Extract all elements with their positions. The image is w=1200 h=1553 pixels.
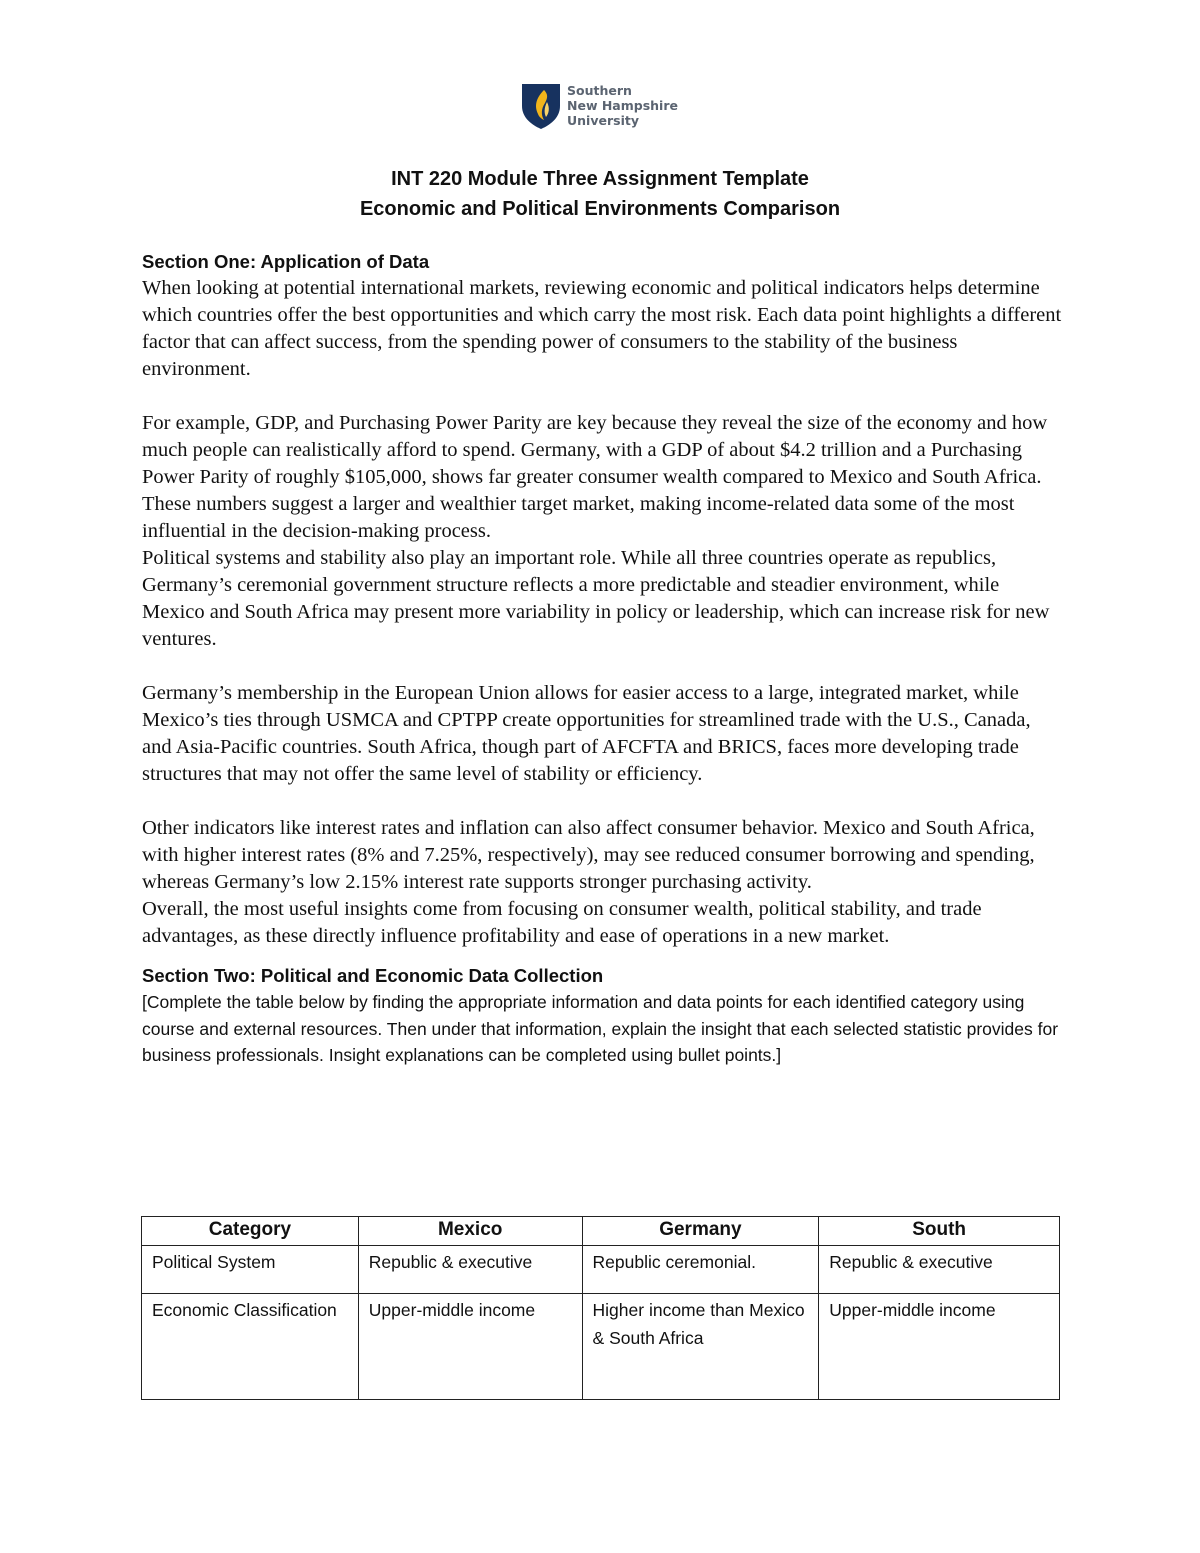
paragraph-1: When looking at potential international markets, reviewing economic and political indicators helps determine which countries offer the best opportunities and which carry the most risk. Each data point highlights a different factor that can affect success, from the spending power of consumers to the stability of the business environment.: [142, 277, 1062, 380]
university-logo: [520, 82, 690, 134]
section-one-heading: Section One: Application of Data: [142, 251, 430, 272]
table-cell: Upper-middle income: [819, 1294, 1060, 1400]
table-cell: Higher income than Mexico & South Africa: [582, 1294, 819, 1400]
header-south: South: [819, 1217, 1060, 1246]
comparison-table: [141, 1216, 1060, 1400]
table-cell: Upper-middle income: [358, 1294, 582, 1400]
title-line-1: INT 220 Module Three Assignment Template: [391, 168, 809, 190]
paragraph-5: Other indicators like interest rates and inflation can also affect consumer behavior. Mexico and South Africa, with higher interest rates (8% and 7.25%, respectively), may see reduced consumer borrowing and spending, whereas Germany’s low 2.15% interest rate supports stronger purchasing activity.: [142, 817, 1035, 893]
header-mexico: Mexico: [358, 1217, 582, 1246]
logo-line-3: University: [567, 113, 639, 128]
table-header-row: [142, 1217, 1060, 1246]
table-cell: Republic & executive: [819, 1246, 1060, 1294]
paragraph-3: Political systems and stability also play an important role. While all three countries operate as republics, Germany’s ceremonial government structure reflects a more predictable and steadier environment, while Mexico and South Africa may present more variability in policy or leadership, which can increase risk for new ventures.: [142, 547, 1050, 650]
table-cell: Political System: [142, 1246, 359, 1294]
header-germany: Germany: [582, 1217, 819, 1246]
logo-line-1: Southern: [567, 83, 632, 98]
table-cell: Republic ceremonial.: [582, 1246, 819, 1294]
header-category: Category: [142, 1217, 359, 1246]
document-body: [142, 248, 1062, 1069]
section-two-heading: Section Two: Political and Economic Data Collection: [142, 965, 604, 986]
table-cell: Economic Classification: [142, 1294, 359, 1400]
logo-wordmark: [567, 83, 678, 128]
document-title: [0, 164, 1200, 224]
paragraph-4: Germany’s membership in the European Union allows for easier access to a large, integrated market, while Mexico’s ties through USMCA and CPTPP create opportunities for streamlined trade with the U.S., Canada, and Asia-Pacific countries. South Africa, though part of AFCFTA and BRICS, faces more developing trade structures that may not offer the same level of stability or efficiency.: [142, 682, 1031, 785]
title-line-2: Economic and Political Environments Comparison: [359, 198, 841, 220]
logo-line-2: New Hampshire: [567, 98, 678, 113]
paragraph-6: Overall, the most useful insights come from focusing on consumer wealth, political stability, and trade advantages, as these directly influence profitability and ease of operations in a new market.: [142, 898, 982, 947]
shield-flame-icon: [520, 82, 562, 130]
table-cell: Republic & executive: [358, 1246, 582, 1294]
table-row: [142, 1294, 1060, 1400]
section-two-instructions: [Complete the table below by finding the appropriate information and data points for each identified category using course and external resources. Then under that information, explain the insight that each selected statistic provides for business professionals. Insight explanations can be completed using bullet points.]: [142, 992, 1059, 1065]
paragraph-2: For example, GDP, and Purchasing Power Parity are key because they reveal the size of the economy and how much people can realistically afford to spend. Germany, with a GDP of about $4.2 trillion and a Purchasing Power Parity of roughly $105,000, shows far greater consumer wealth compared to Mexico and South Africa. These numbers suggest a larger and wealthier target market, making income-related data some of the most influential in the decision-making process.: [142, 412, 1048, 542]
table-row: [142, 1246, 1060, 1294]
